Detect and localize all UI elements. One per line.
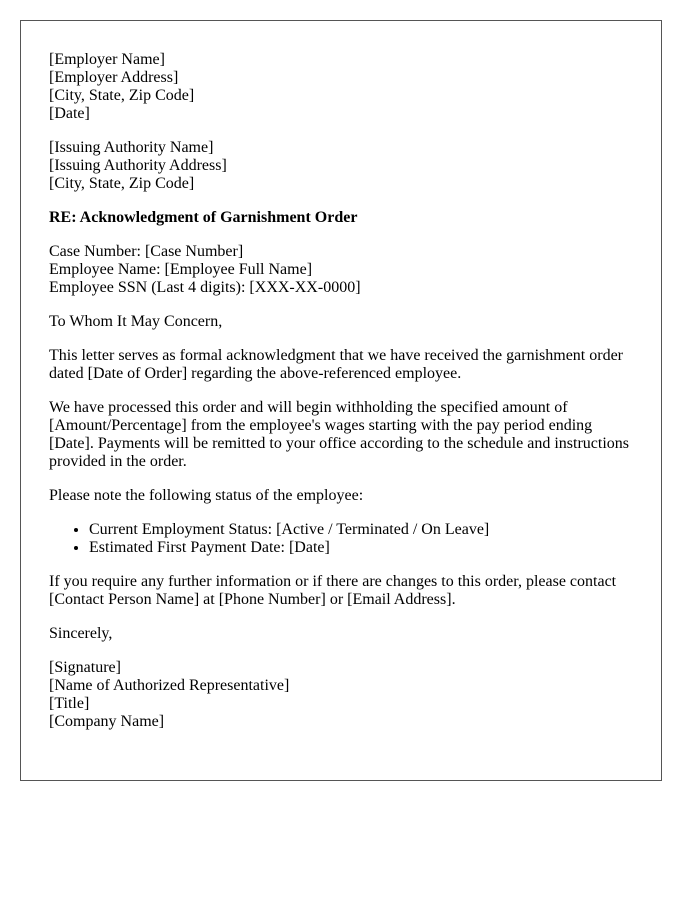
company-name: [Company Name] bbox=[49, 713, 165, 730]
body-paragraph-contact: If you require any further information or if there are changes to this order, please contact [Contact Person Name] at [Phone Number] or [Email Address]. bbox=[49, 573, 617, 608]
case-number: Case Number: [Case Number] bbox=[49, 243, 244, 260]
list-item-employment-status: • Current Employment Status: [Active / Terminated / On Leave] bbox=[89, 521, 633, 539]
list-item-first-payment-date: • Estimated First Payment Date: [Date] bbox=[89, 539, 633, 557]
sender-name: [Employer Name] bbox=[49, 51, 165, 68]
sender-address: [Employer Address] bbox=[49, 69, 179, 86]
body-paragraph-withholding: We have processed this order and will begin withholding the specified amount of [Amount/Percentage] from the employee's wages starting with the pay period ending [Date]. Payments will be remitted to your office according to the schedule and instructions provided in the order. bbox=[49, 399, 629, 470]
sender-city-state-zip: [City, State, Zip Code] bbox=[49, 87, 195, 104]
body-paragraph-status-intro: Please note the following status of the employee: bbox=[49, 487, 364, 504]
recipient-address: [Issuing Authority Address] bbox=[49, 157, 227, 174]
employee-status-list bbox=[49, 521, 633, 557]
recipient-city-state-zip: [City, State, Zip Code] bbox=[49, 175, 195, 192]
recipient-name: [Issuing Authority Name] bbox=[49, 139, 214, 156]
representative-title: [Title] bbox=[49, 695, 90, 712]
case-details-block bbox=[49, 243, 633, 297]
salutation: To Whom It May Concern, bbox=[49, 313, 223, 330]
letter-date: [Date] bbox=[49, 105, 90, 122]
letter-document bbox=[20, 20, 662, 781]
closing: Sincerely, bbox=[49, 625, 113, 642]
recipient-address-block bbox=[49, 139, 633, 193]
employee-name: Employee Name: [Employee Full Name] bbox=[49, 261, 313, 278]
signature-placeholder: [Signature] bbox=[49, 659, 121, 676]
sender-address-block bbox=[49, 51, 633, 123]
signature-block bbox=[49, 659, 633, 731]
employee-ssn: Employee SSN (Last 4 digits): [XXX-XX-0000] bbox=[49, 279, 361, 296]
body-paragraph-acknowledgment: This letter serves as formal acknowledgment that we have received the garnishment order dated [Date of Order] regarding the above-referenced employee. bbox=[49, 347, 623, 382]
representative-name: [Name of Authorized Representative] bbox=[49, 677, 290, 694]
subject-line: RE: Acknowledgment of Garnishment Order bbox=[49, 209, 358, 226]
